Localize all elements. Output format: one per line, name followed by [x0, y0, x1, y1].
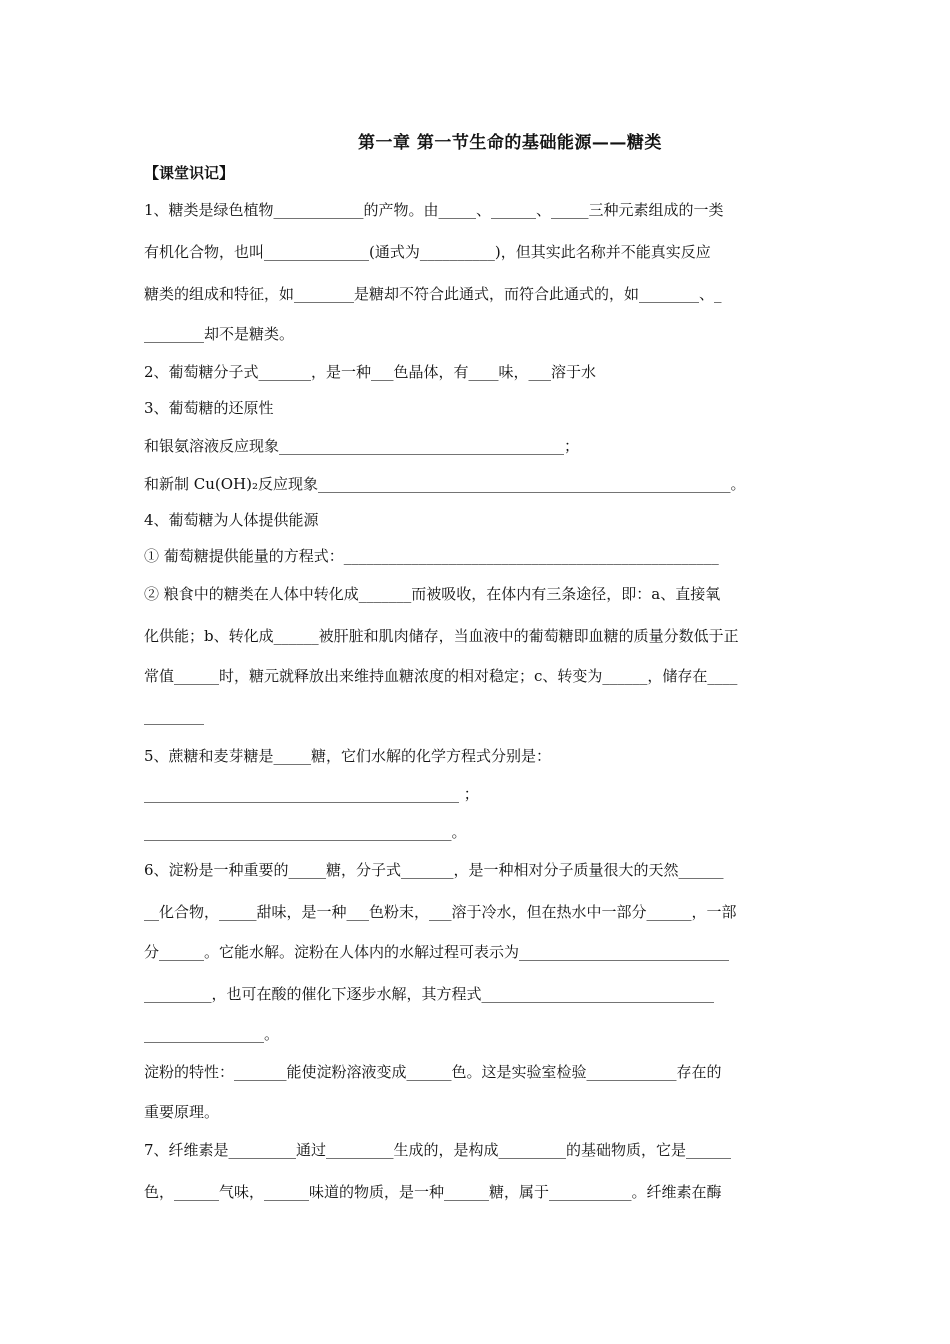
- section-heading: 【课堂识记】: [144, 164, 235, 182]
- text-line: _________________________________________。: [144, 823, 467, 841]
- text-line: 糖类的组成和特征，如________是糖却不符合此通式，而符合此通式的，如________、_: [144, 285, 722, 303]
- text-line: 6、淀粉是一种重要的_____糖，分子式_______，是一种相对分子质量很大的天然______: [144, 861, 724, 879]
- text-line: ________: [144, 707, 204, 725]
- text-line: ________却不是糖类。: [144, 325, 295, 343]
- text-line: 3、葡萄糖的还原性: [144, 399, 274, 417]
- text-line: 1、糖类是绿色植物____________的产物。由_____、______、_____三种元素组成的一类: [144, 201, 724, 219]
- text-line: _________，也可在酸的催化下逐步水解，其方程式_______________________________: [144, 985, 715, 1003]
- text-line: 2、葡萄糖分子式_______，是一种___色晶体，有____味，___溶于水: [144, 363, 597, 381]
- text-line: ________________。: [144, 1025, 280, 1043]
- text-line: 和银氨溶液反应现象______________________________________；: [144, 437, 580, 455]
- text-line: 4、葡萄糖为人体提供能源: [144, 511, 319, 529]
- text-line: 重要原理。: [144, 1103, 220, 1121]
- text-line: 5、蔗糖和麦芽糖是_____糖，它们水解的化学方程式分别是：: [144, 747, 552, 765]
- text-line: 分______。它能水解。淀粉在人体内的水解过程可表示为____________________________: [144, 943, 730, 961]
- text-line: __化合物，_____甜味，是一种___色粉末，___溶于冷水，但在热水中一部分______，一部: [144, 903, 737, 921]
- text-line: 有机化合物，也叫______________(通式为__________)，但其实此名称并不能真实反应: [144, 243, 711, 261]
- text-line: 和新制 Cu(OH)₂反应现象_______________________________________________________。: [144, 475, 746, 493]
- page-title: 第一章 第一节生命的基础能源——糖类: [358, 133, 662, 153]
- text-line: ② 粮食中的糖类在人体中转化成_______而被吸收，在体内有三条途径，即：a、直接氧: [144, 585, 721, 603]
- text-line: 常值______时，糖元就释放出来维持血糖浓度的相对稳定；c、转变为______，储存在____: [144, 667, 738, 685]
- text-line: __________________________________________ ；: [144, 785, 479, 803]
- text-line: 淀粉的特性：_______能使淀粉溶液变成______色。这是实验室检验____________存在的: [144, 1063, 722, 1081]
- text-line: 7、纤维素是_________通过_________生成的，是构成_________的基础物质，它是______: [144, 1141, 732, 1159]
- text-line: 色，______气味，______味道的物质，是一种______糖，属于___________。纤维素在酶: [144, 1183, 722, 1201]
- text-line: ① 葡萄糖提供能量的方程式：__________________________________________________: [144, 547, 719, 565]
- text-line: 化供能；b、转化成______被肝脏和肌肉储存，当血液中的葡萄糖即血糖的质量分数低于正: [144, 627, 739, 645]
